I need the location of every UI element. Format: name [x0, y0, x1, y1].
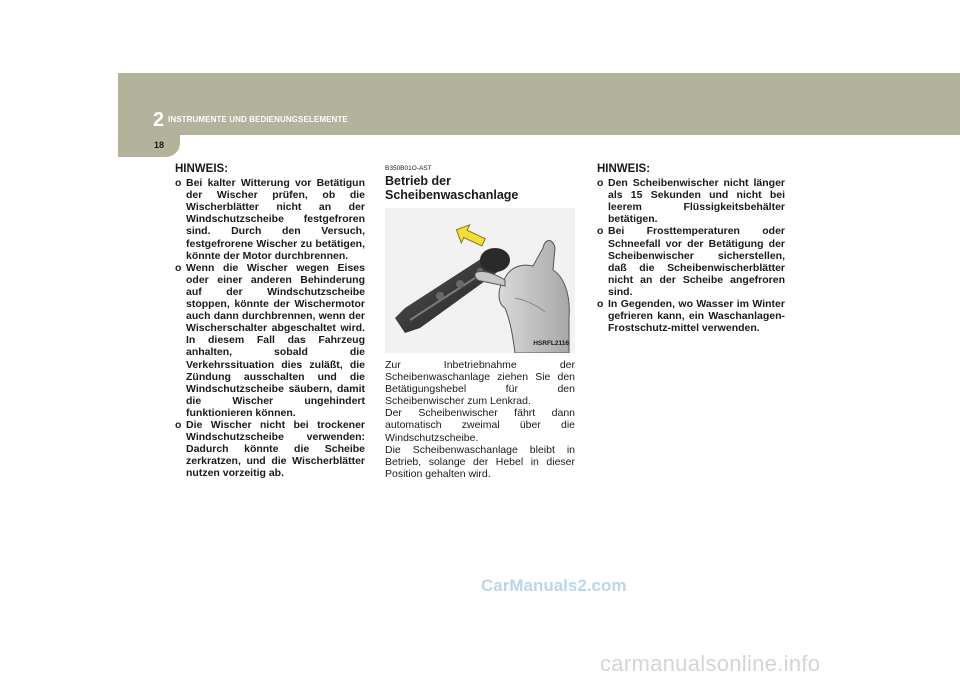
chapter-number: 2 [153, 109, 165, 131]
body-paragraph: Die Scheibenwaschanlage bleibt in Betrieb, solange der Hebel in dieser Position gehalten wird. [385, 443, 575, 480]
note-title: HINWEIS: [597, 163, 651, 175]
bullet-mark: o [597, 225, 604, 238]
bullet-mark: o [175, 177, 182, 190]
body-paragraph: Zur Inbetriebnahme der Scheibenwaschanlage ziehen Sie den Betätigungshebel für den Scheibenwischer zum Lenkrad. [385, 359, 575, 408]
wiper-lever-illustration [385, 208, 575, 353]
bullet-text: Die Wischer nicht bei trockener Windschutzscheibe verwenden: Dadurch könnte die Scheibe zerkratzen, und die Wischerblätter nutzen vorzeitig ab. [186, 418, 365, 480]
note-bullet [597, 177, 785, 225]
page-number: 18 [154, 140, 165, 150]
bullet-text: In Gegenden, wo Wasser im Winter gefrieren kann, ein Waschanlagen-Frostschutz-mittel verwenden. [608, 298, 785, 335]
note-bullet [597, 298, 785, 334]
note-bullet [175, 262, 365, 419]
body-paragraph: Der Scheibenwischer fährt dann automatisch zweimal über die Windschutzscheibe. [385, 407, 575, 444]
note-bullet [175, 419, 365, 479]
page-number-tab [118, 135, 180, 157]
chapter-title: INSTRUMENTE UND BEDIENUNGSELEMENTE [168, 115, 348, 124]
note-bullet [175, 177, 365, 262]
bullet-text: Bei kalter Witterung vor Betätigun der Wischer prüfen, ob die Wischerblätter nicht an der Windschutzscheibe festgefroren sind. Durch den Versuch, festgefrorene Wischer zu betätigen, könnte der Motor durchbrennen. [186, 177, 365, 262]
chapter-header-band [118, 73, 960, 135]
figure-label: HSRFL2116 [533, 339, 569, 347]
note-title: HINWEIS: [175, 163, 229, 175]
note-bullet [597, 225, 785, 298]
washer-section [385, 165, 575, 480]
bullet-mark: o [175, 261, 182, 274]
section-body [385, 359, 575, 480]
section-title [385, 174, 575, 202]
bullet-text: Wenn die Wischer wegen Eises oder einer anderen Behinderung auf der Windschutzscheibe stoppen, könnte der Wischermotor auch dann durchbrennen, wenn der Wischerschalter abgeschaltet wird. In diesem Fall das Fahrzeug anhalten, sobald die Verkehrssituation dies zuläßt, die Zündung ausschalten und die Windschutzscheibe säubern, damit die Wischer ungehindert funktionieren können. [186, 261, 365, 419]
right-note-column [597, 163, 785, 334]
bullet-mark: o [597, 298, 604, 311]
bullet-text: Den Scheibenwischer nicht länger als 15 Sekunden und nicht bei leerem Flüssigkeitsbehälter betätigen. [608, 177, 785, 226]
section-title-line: Betrieb der [385, 174, 451, 188]
section-title-line: Scheibenwaschanlage [385, 188, 519, 202]
bullet-text: Bei Frosttemperaturen oder Schneefall vor der Betätigung der Scheibenwischer sicherstellen, daß die Scheibenwischerblätter nicht an der Scheibe angefroren sind. [608, 225, 785, 298]
section-ref-code: B350B01O-AST [385, 165, 432, 172]
bullet-mark: o [597, 177, 604, 190]
footer-watermark[interactable]: carmanualsonline.info [600, 651, 821, 676]
bullet-mark: o [175, 418, 182, 431]
carmanuals-watermark[interactable]: CarManuals2.com [481, 576, 627, 595]
wiper-lever-drawing [385, 208, 575, 353]
left-note-column [175, 163, 365, 479]
